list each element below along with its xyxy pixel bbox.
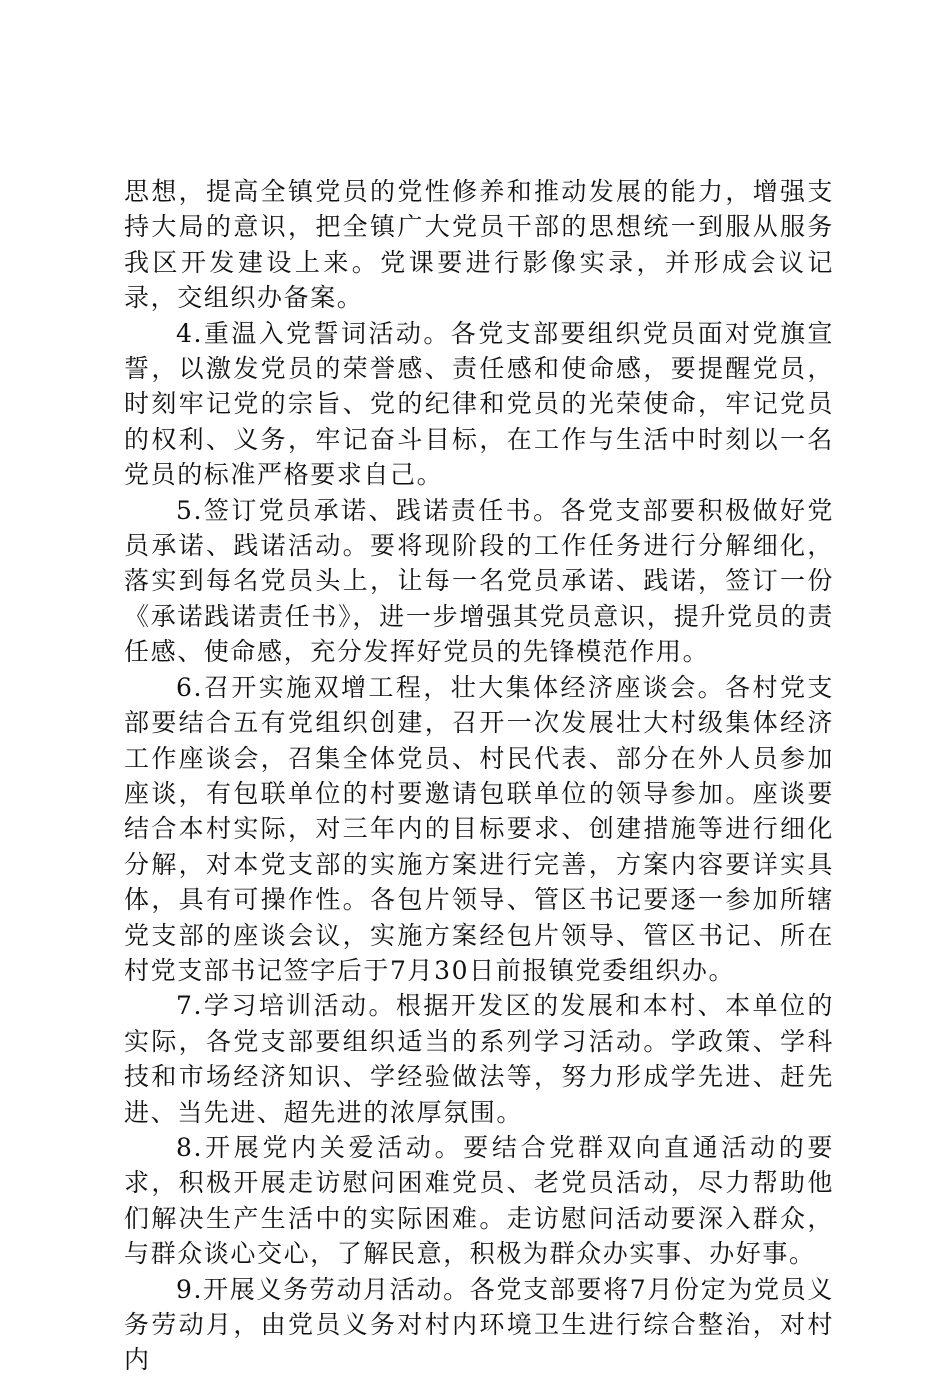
paragraph-continuation: 思想，提高全镇党员的党性修养和推动发展的能力，增强支持大局的意识，把全镇广大党员干部的思想统一到服从服务我区开发建设上来。党课要进行影像实录，并形成会议记录，交组织办备案。	[124, 177, 834, 313]
paragraph-item-4: 4.重温入党誓词活动。各党支部要组织党员面对党旗宣誓，以激发党员的荣誉感、责任感和使命感，要提醒党员，时刻牢记党的宗旨、党的纪律和党员的光荣使命，牢记党员的权利、义务，牢记奋斗目标，在工作与生活中时刻以一名党员的标准严格要求自己。	[124, 318, 834, 490]
paragraph-item-6: 6.召开实施双增工程，壮大集体经济座谈会。各村党支部要结合五有党组织创建，召开一次发展壮大村级集体经济工作座谈会，召集全体党员、村民代表、部分在外人员参加座谈，有包联单位的村要邀请包联单位的领导参加。座谈要结合本村实际，对三年内的目标要求、创建措施等进行细化分解，对本党支部的实施方案进行完善，方案内容要详实具体，具有可操作性。各包片领导、管区书记要逐一参加所辖党支部的座谈会议，实施方案经包片领导、管区书记、所在村党支部书记签字后于7月30日前报镇党委组织办。	[124, 672, 834, 985]
document-body	[124, 174, 834, 1378]
paragraph-item-9: 9.开展义务劳动月活动。各党支部要将7月份定为党员义务劳动月，由党员义务对村内环境卫生进行综合整治，对村内	[124, 1274, 834, 1375]
paragraph-item-7: 7.学习培训活动。根据开发区的发展和本村、本单位的实际，各党支部要组织适当的系列学习活动。学政策、学科技和市场经济知识、学经验做法等，努力形成学先进、赶先进、当先进、超先进的浓厚氛围。	[124, 991, 834, 1127]
paragraph-item-8: 8.开展党内关爱活动。要结合党群双向直通活动的要求，积极开展走访慰问困难党员、老党员活动，尽力帮助他们解决生产生活中的实际困难。走访慰问活动要深入群众，与群众谈心交心，了解民意，积极为群众办实事、办好事。	[124, 1132, 834, 1269]
paragraph-item-5: 5.签订党员承诺、践诺责任书。各党支部要积极做好党员承诺、践诺活动。要将现阶段的工作任务进行分解细化，落实到每名党员头上，让每一名党员承诺、践诺，签订一份《承诺践诺责任书》，进一步增强其党员意识，提升党员的责任感、使命感，充分发挥好党员的先锋模范作用。	[124, 495, 834, 667]
